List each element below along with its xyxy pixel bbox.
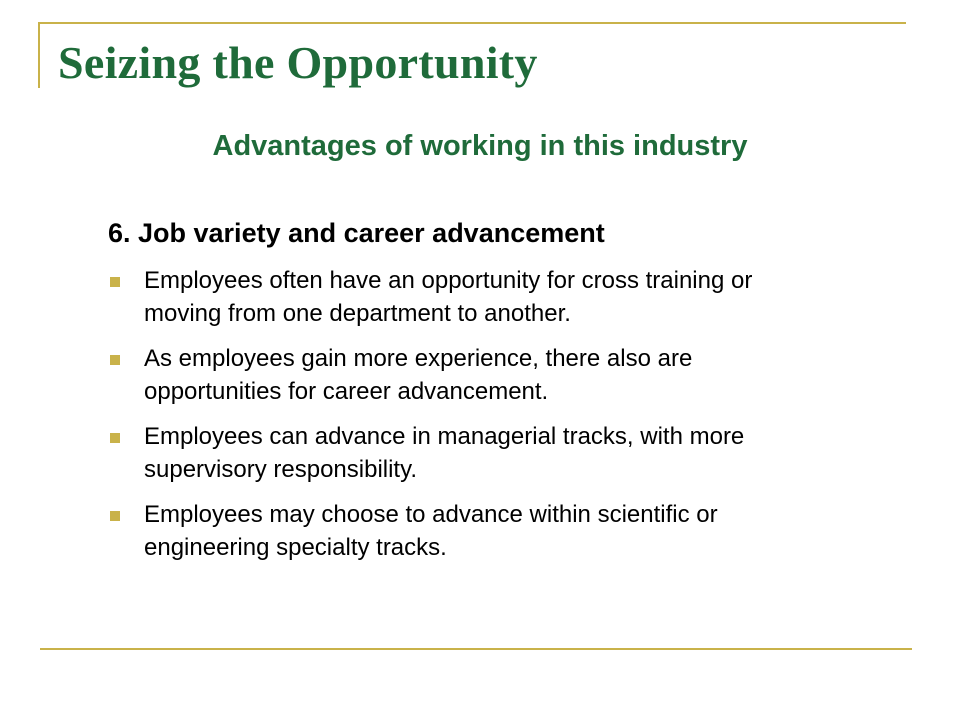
square-bullet-icon: [110, 277, 120, 287]
square-bullet-icon: [110, 433, 120, 443]
bullet-item: [108, 420, 828, 486]
bullet-text: As employees gain more experience, there also are opportunities for career advancement.: [144, 345, 693, 405]
slide-subtitle: Advantages of working in this industry: [212, 130, 748, 162]
bullet-text: Employees often have an opportunity for cross training or moving from one department to another.: [144, 267, 753, 327]
top-rule: [38, 22, 906, 24]
square-bullet-icon: [110, 511, 120, 521]
square-bullet-icon: [110, 355, 120, 365]
left-rule: [38, 22, 40, 88]
bottom-rule: [40, 648, 912, 650]
slide-title: Seizing the Opportunity: [58, 37, 538, 88]
section-heading: 6. Job variety and career advancement: [108, 218, 605, 248]
bullet-item: [108, 264, 828, 330]
bullet-text: Employees may choose to advance within scientific or engineering specialty tracks.: [144, 501, 718, 561]
bullet-item: [108, 342, 828, 408]
bullet-list: [108, 264, 828, 576]
bullet-item: [108, 498, 828, 564]
bullet-text: Employees can advance in managerial tracks, with more supervisory responsibility.: [144, 423, 745, 483]
